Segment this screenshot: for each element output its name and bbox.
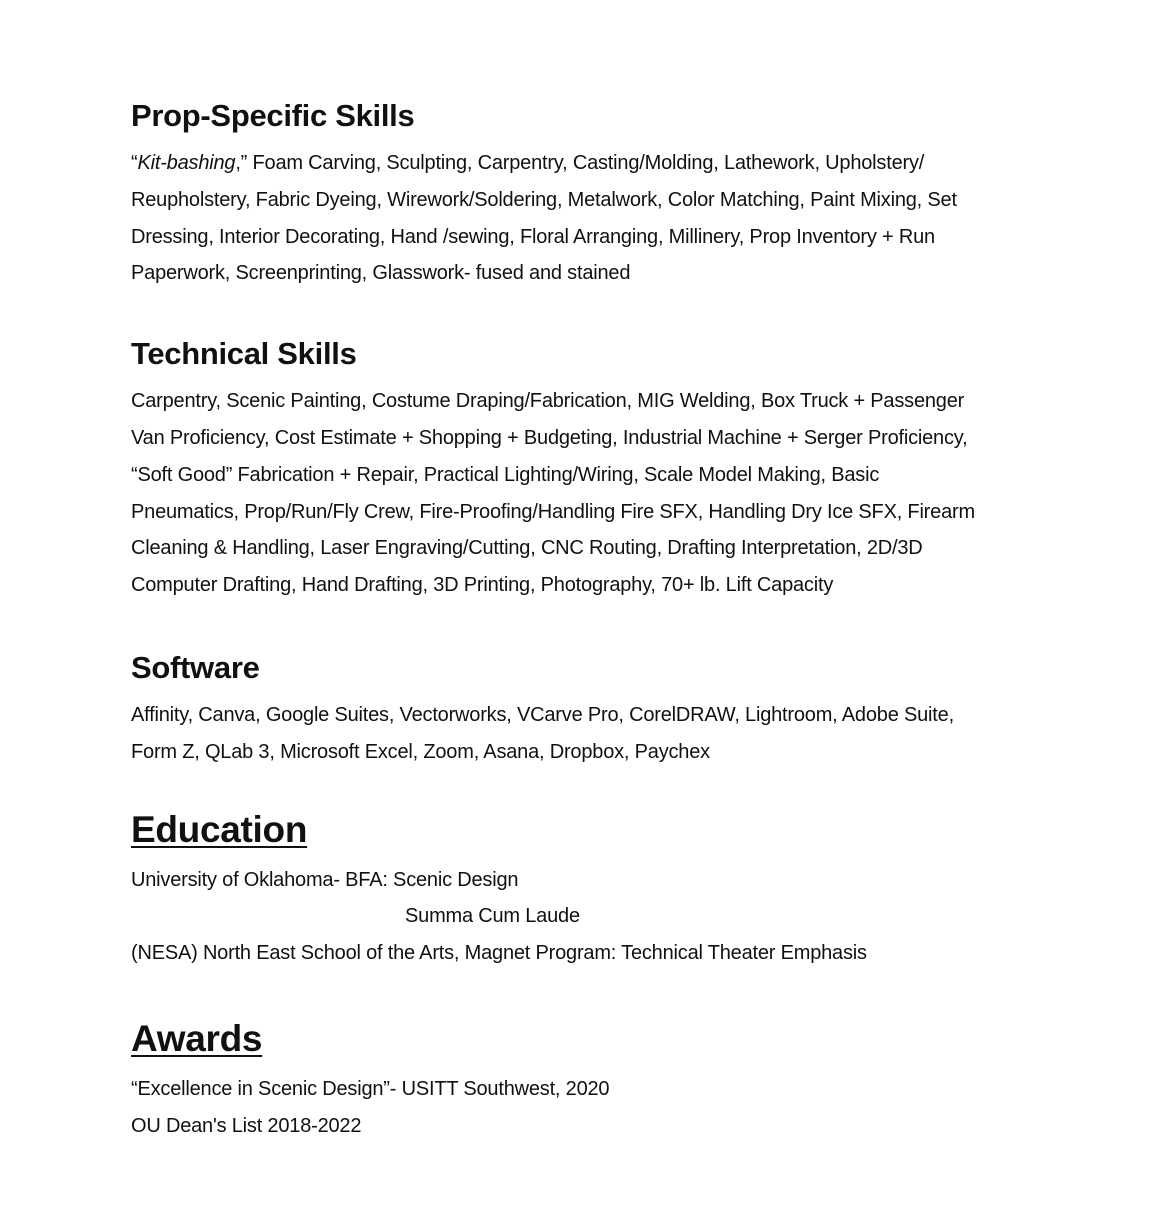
prop-skills-line: Reupholstery, Fabric Dyeing, Wirework/Soldering, Metalwork, Color Matching, Paint Mixing, Set [131,188,957,211]
award-item: “Excellence in Scenic Design”- USITT Southwest, 2020 [131,1077,610,1100]
education-high-school: (NESA) North East School of the Arts, Magnet Program: Technical Theater Emphasis [131,942,867,965]
prop-skills-heading: Prop-Specific Skills [131,98,415,133]
education-heading: Education [131,808,308,850]
resume-page [131,96,1031,1145]
software-line: Form Z, QLab 3, Microsoft Excel, Zoom, Asana, Dropbox, Paychex [131,740,710,763]
technical-skills-heading: Technical Skills [131,336,357,372]
technical-skills-line: Carpentry, Scenic Painting, Costume Draping/Fabrication, MIG Welding, Box Truck + Passenger [131,390,965,413]
technical-skills-line: Van Proficiency, Cost Estimate + Shopping + Budgeting, Industrial Machine + Serger Proficiency, [131,426,968,449]
education-honors: Summa Cum Laude [405,905,580,928]
awards-heading: Awards [131,1017,263,1059]
technical-skills-line: “Soft Good” Fabrication + Repair, Practical Lighting/Wiring, Scale Model Making, Basic [131,463,880,486]
awards-section [131,1016,1031,1145]
open-quote: “ [131,152,138,174]
education-section [131,807,1031,972]
software-section [131,648,1031,771]
prop-skills-section [131,96,1031,292]
prop-skills-line: Dressing, Interior Decorating, Hand /sewing, Floral Arranging, Millinery, Prop Inventory + Run [131,225,935,248]
software-line: Affinity, Canva, Google Suites, Vectorworks, VCarve Pro, CorelDRAW, Lightroom, Adobe Suite, [131,703,954,726]
prop-skills-line-1-rest: ,” Foam Carving, Sculpting, Carpentry, Casting/Molding, Lathework, Upholstery/ [235,152,925,174]
technical-skills-line: Pneumatics, Prop/Run/Fly Crew, Fire-Proofing/Handling Fire SFX, Handling Dry Ice SFX, Firearm [131,500,975,523]
technical-skills-line: Cleaning & Handling, Laser Engraving/Cutting, CNC Routing, Drafting Interpretation, 2D/3D [131,537,923,560]
technical-skills-line: Computer Drafting, Hand Drafting, 3D Printing, Photography, 70+ lb. Lift Capacity [131,574,834,597]
prop-skills-line: Paperwork, Screenprinting, Glasswork- fused and stained [131,262,631,285]
education-degree: University of Oklahoma- BFA: Scenic Design [131,868,519,891]
kit-bashing-text: Kit-bashing [137,152,236,174]
prop-skills-line [131,145,1031,182]
software-heading: Software [131,649,260,685]
technical-skills-section [131,334,1031,604]
award-item: OU Dean's List 2018-2022 [131,1114,362,1137]
